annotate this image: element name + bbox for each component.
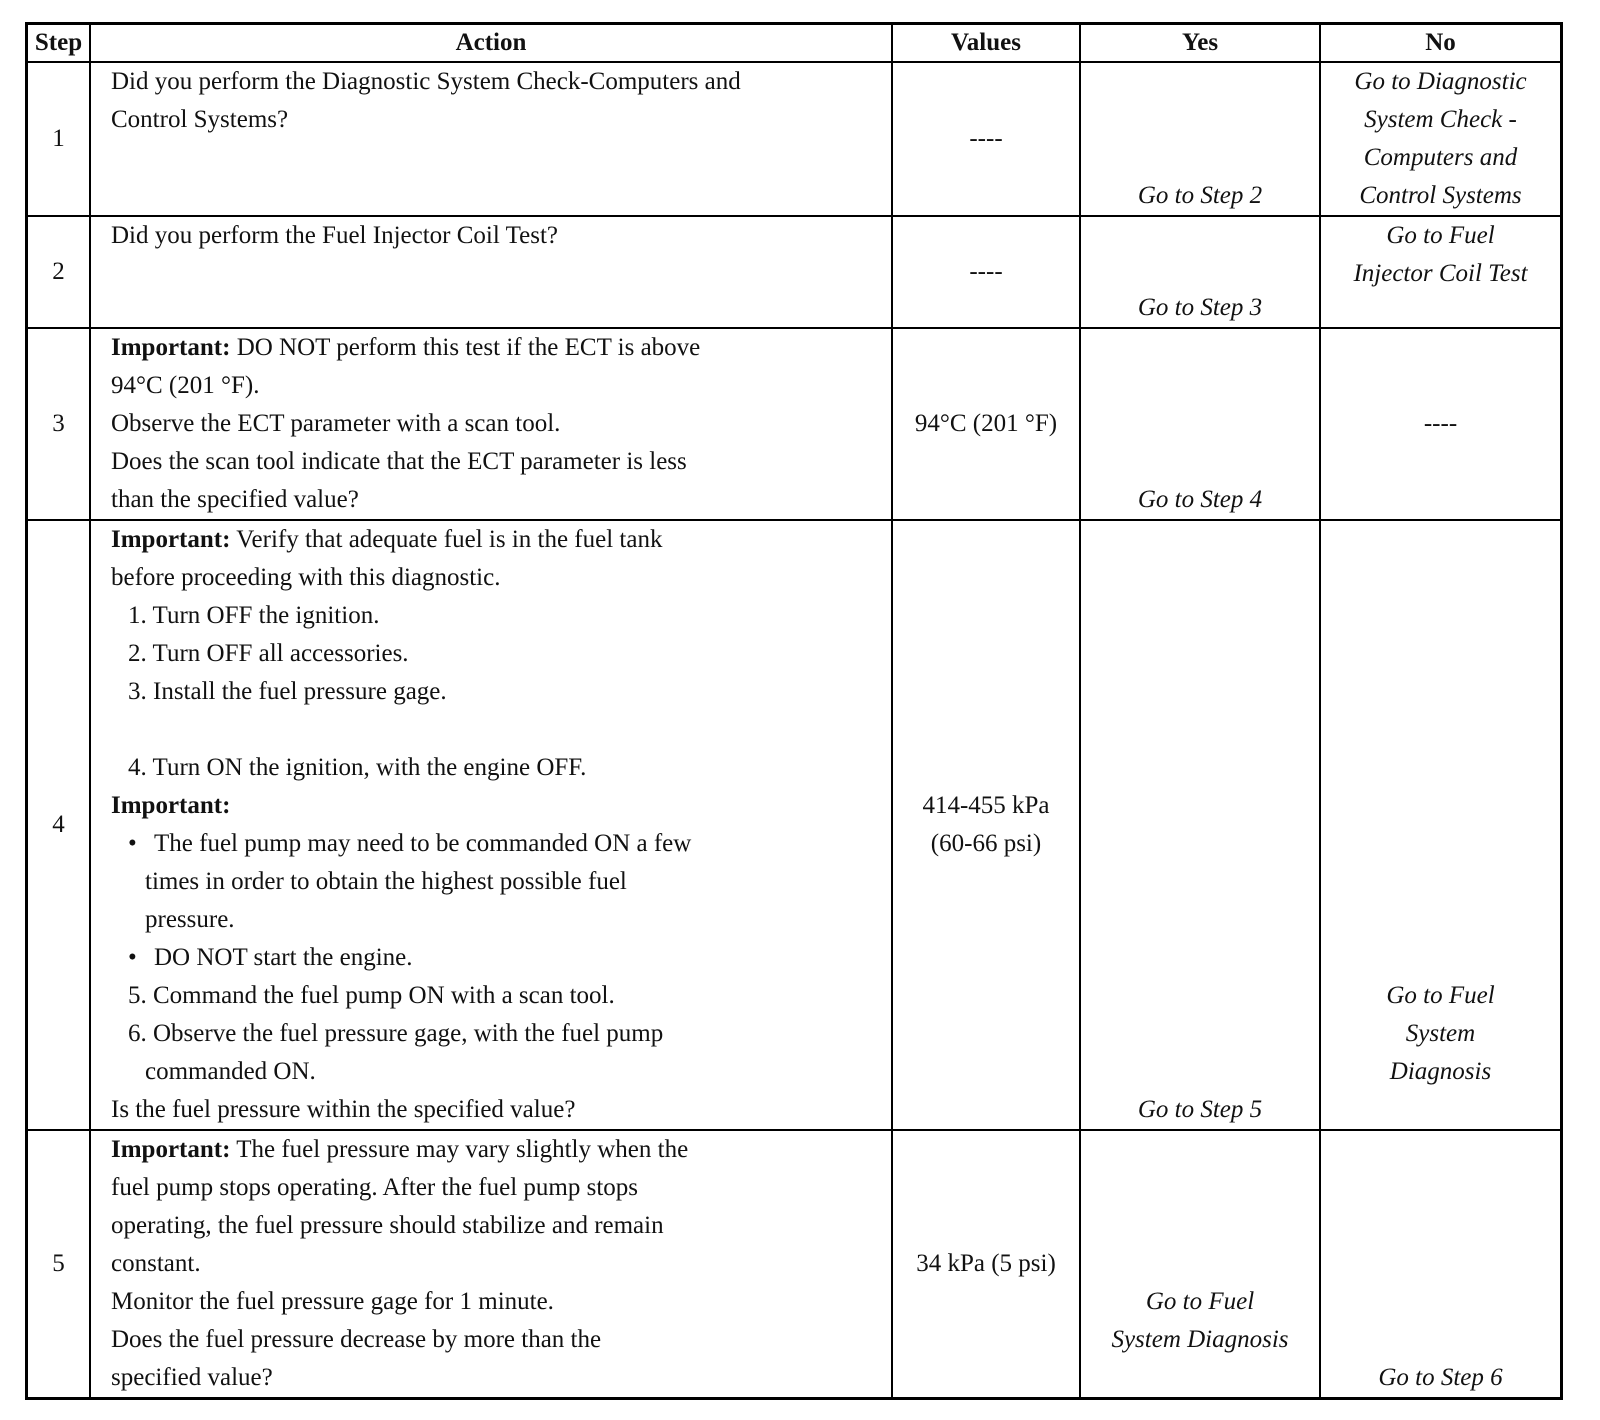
no-line: Go to Diagnostic [1354,68,1527,95]
header-action: Action [90,25,892,62]
action-line: Does the fuel pressure decrease by more than the [111,1326,602,1353]
values-cell [892,1130,1080,1397]
action-step: 2. Turn OFF all accessories. [128,640,409,667]
action-line [111,1131,885,1169]
action-line: Did you perform the Diagnostic System Check-Computers and [111,68,741,95]
bullet-text: The fuel pump may need to be commanded ON a few [154,830,692,857]
header-values: Values [892,25,1080,62]
values-cell [892,328,1080,520]
yes-line: Go to Fuel [1145,1288,1255,1315]
table-row [28,62,1560,216]
header-step: Step [28,25,90,62]
important-label: Important: [111,1136,231,1163]
diagnostic-table-frame [25,22,1563,1400]
no-cell [1320,328,1560,520]
no-link[interactable]: Go to Step 6 [1378,1364,1503,1391]
value-line: ---- [969,125,1003,152]
header-yes: Yes [1080,25,1320,62]
action-line [111,329,885,367]
yes-link[interactable]: Go to Step 2 [1137,182,1263,209]
yes-cell [1080,62,1320,216]
no-cell [1320,520,1560,1130]
diagnostic-table [28,25,1560,1397]
action-line: times in order to obtain the highest possible fuel [145,868,627,895]
action-line: 94°C (201 °F). [111,372,260,399]
no-line: System Check - [1364,106,1517,133]
action-line: Monitor the fuel pressure gage for 1 minute. [111,1288,554,1315]
action-cell [90,328,892,520]
blank-line [111,711,885,749]
yes-line: System Diagnosis [1111,1326,1289,1353]
action-line: than the specified value? [111,486,359,513]
table-row [28,216,1560,328]
important-label: Important: [111,334,231,361]
no-link[interactable] [1321,63,1560,215]
no-line: Injector Coil Test [1353,260,1528,287]
action-line [111,521,885,559]
header-no: No [1320,25,1560,62]
no-line: System [1405,1020,1476,1047]
action-line: constant. [111,1250,201,1277]
action-step: 4. Turn ON the ignition, with the engine OFF. [128,754,587,781]
no-line: Diagnosis [1389,1058,1492,1085]
value-line: (60-66 psi) [930,830,1042,857]
step-number: 4 [28,520,90,1130]
header-row [28,25,1560,62]
action-line [111,787,885,825]
value-line: 94°C (201 °F) [914,410,1058,437]
action-cell [90,1130,892,1397]
action-step: 1. Turn OFF the ignition. [128,602,380,629]
bullet-item [111,939,885,977]
action-text: DO NOT perform this test if the ECT is above [230,334,701,361]
yes-cell [1080,520,1320,1130]
yes-link[interactable] [1081,1283,1319,1359]
action-text: The fuel pressure may vary slightly when the [230,1136,689,1163]
step-number: 3 [28,328,90,520]
bullet-icon: • [128,944,137,971]
action-line: before proceeding with this diagnostic. [111,564,501,591]
action-cell [90,216,892,328]
yes-cell [1080,328,1320,520]
action-step: 6. Observe the fuel pressure gage, with the fuel pump [128,1020,664,1047]
value-line: 414-455 kPa [922,792,1050,819]
no-link[interactable] [1321,977,1560,1091]
step-number: 5 [28,1130,90,1397]
bullet-text: DO NOT start the engine. [154,944,413,971]
values-cell [892,520,1080,1130]
values-cell [892,216,1080,328]
bullet-icon: • [128,830,137,857]
yes-link[interactable]: Go to Step 5 [1137,1096,1263,1123]
yes-cell [1080,216,1320,328]
action-line: operating, the fuel pressure should stabilize and remain [111,1212,664,1239]
no-link[interactable] [1321,217,1560,293]
yes-link[interactable]: Go to Step 3 [1137,294,1263,321]
no-line: Control Systems [1359,182,1522,209]
action-line: commanded ON. [145,1058,316,1085]
important-label: Important: [111,526,231,553]
value-line: ---- [969,258,1003,285]
table-row [28,520,1560,1130]
no-line: Computers and [1363,144,1518,171]
action-line: Control Systems? [111,106,289,133]
action-line: Does the scan tool indicate that the ECT parameter is less [111,448,687,475]
important-label: Important: [111,792,231,819]
yes-cell [1080,1130,1320,1397]
action-line: fuel pump stops operating. After the fuel pump stops [111,1174,639,1201]
step-number: 2 [28,216,90,328]
no-cell [1320,1130,1560,1397]
no-cell [1320,216,1560,328]
action-line: Did you perform the Fuel Injector Coil Test? [111,222,558,249]
yes-link[interactable]: Go to Step 4 [1137,486,1263,513]
table-row [28,1130,1560,1397]
values-cell [892,62,1080,216]
no-cell [1320,62,1560,216]
action-cell [90,62,892,216]
no-line: Go to Fuel [1386,982,1495,1009]
action-line: Is the fuel pressure within the specified value? [111,1096,576,1123]
value-line: 34 kPa (5 psi) [916,1250,1056,1277]
action-line: specified value? [111,1364,273,1391]
no-value: ---- [1423,410,1458,437]
action-line: Observe the ECT parameter with a scan tool. [111,410,561,437]
table-row [28,328,1560,520]
action-step: 3. Install the fuel pressure gage. [128,678,447,705]
bullet-item [111,825,885,863]
action-step: 5. Command the fuel pump ON with a scan tool. [128,982,615,1009]
no-line: Go to Fuel [1386,222,1495,249]
action-text: Verify that adequate fuel is in the fuel tank [230,526,663,553]
action-line: pressure. [145,906,235,933]
action-cell [90,520,892,1130]
step-number: 1 [28,62,90,216]
